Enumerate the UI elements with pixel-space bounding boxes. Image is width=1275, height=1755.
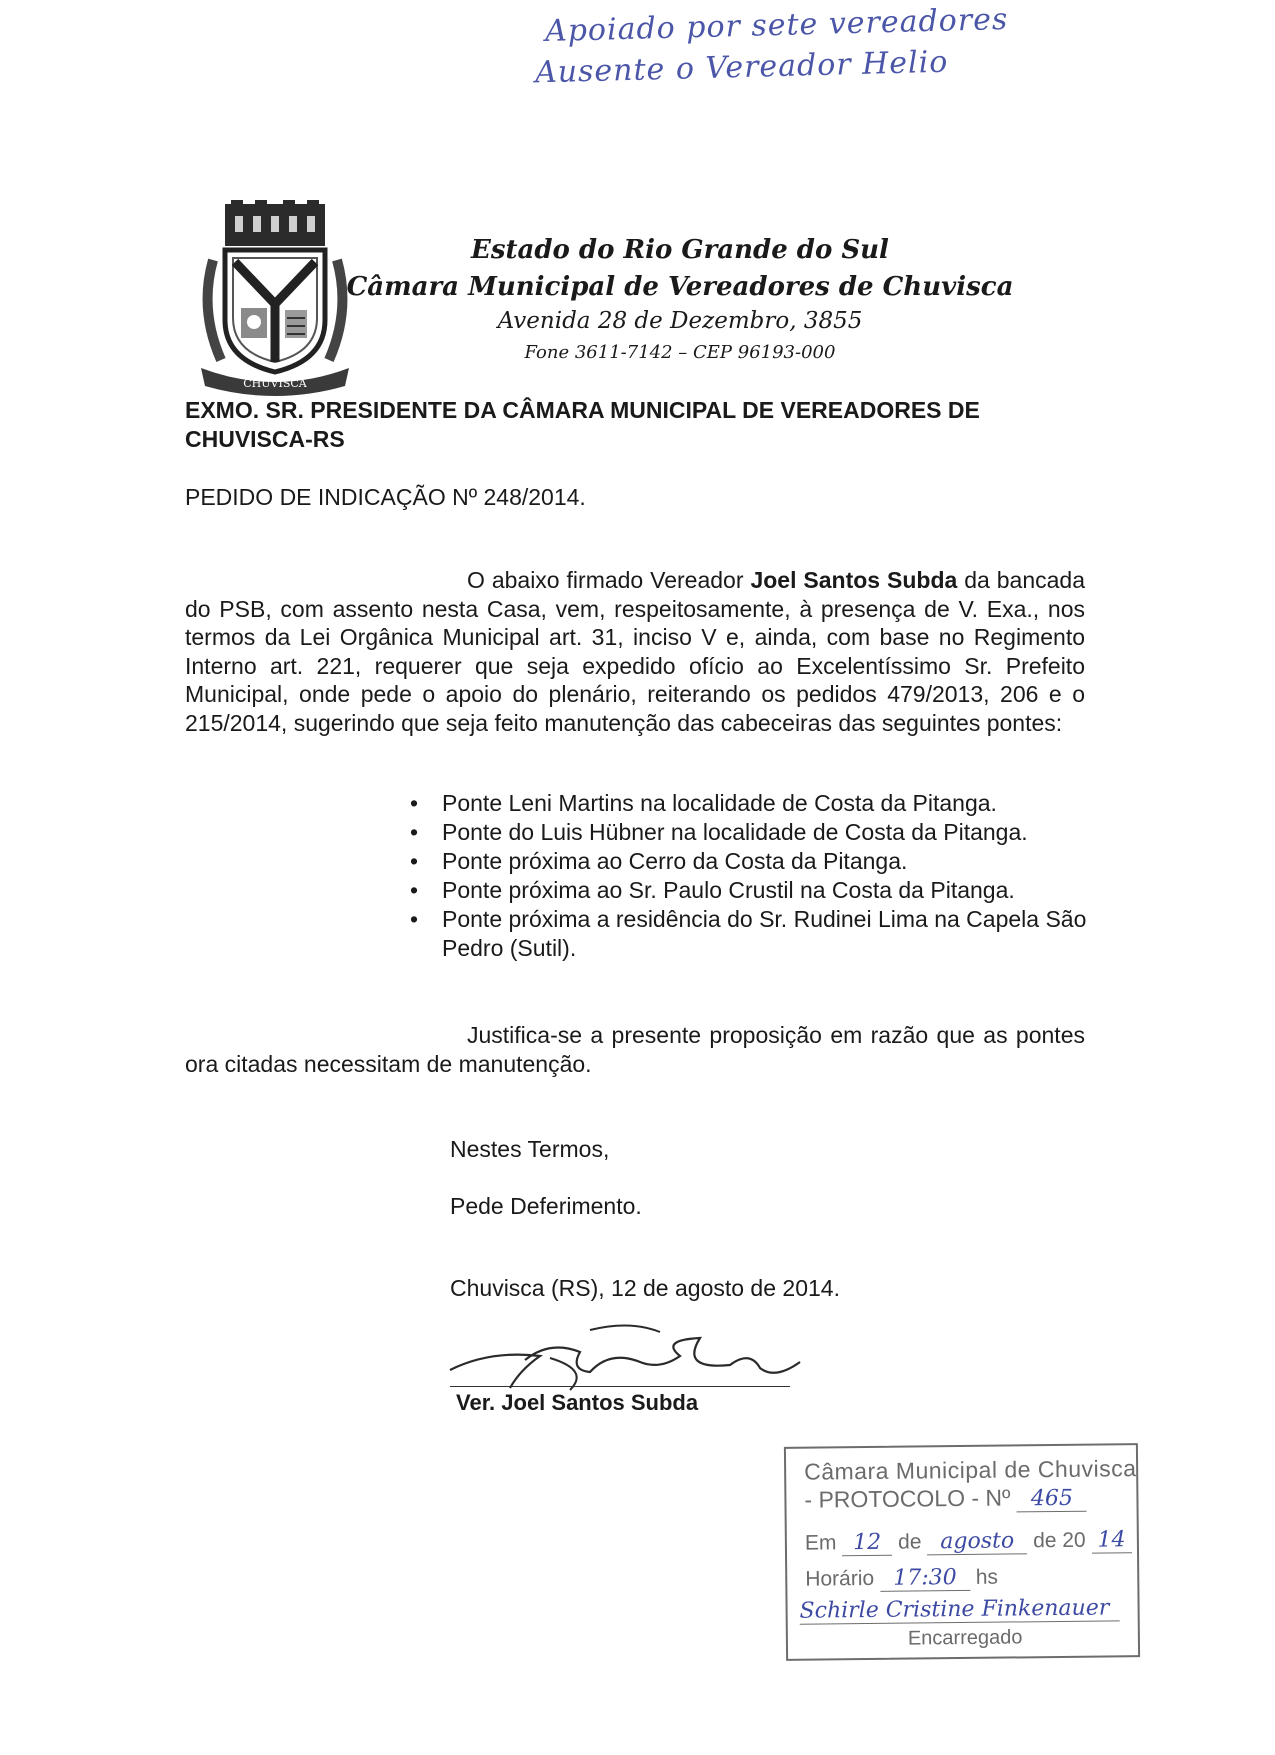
stamp-clerk-signature: Schirle Cristine Finkenauer — [799, 1595, 1119, 1624]
stamp-date-row — [805, 1527, 1132, 1556]
protocol-stamp — [784, 1443, 1140, 1661]
crest-banner-text: CHUVISCA — [243, 377, 307, 390]
list-item: • Ponte próxima ao Cerro da Costa da Pitanga. — [410, 847, 1090, 876]
stamp-protocol-label: - PROTOCOLO - Nº — [804, 1484, 1011, 1513]
councilor-name: Joel Santos Subda — [750, 567, 958, 593]
justification-paragraph — [185, 1021, 1085, 1078]
list-item: • Ponte Leni Martins na localidade de Costa da Pitanga. — [410, 789, 1090, 818]
closing-request: Pede Deferimento. — [450, 1193, 642, 1219]
bridges-list — [410, 789, 1090, 963]
stamp-em-label: Em — [804, 1531, 837, 1555]
stamp-protocol-number: 465 — [1017, 1486, 1087, 1513]
request-paragraph — [185, 566, 1085, 737]
addressee: EXMO. SR. PRESIDENTE DA CÂMARA MUNICIPAL DE VEREADORES DE CHUVISCA-RS — [185, 397, 980, 452]
stamp-time-row — [805, 1565, 998, 1593]
paragraph-intro: O abaixo firmado Vereador — [467, 567, 751, 593]
header-address: Avenida 28 de Dezembro, 3855 — [497, 308, 863, 334]
stamp-year: 14 — [1091, 1527, 1131, 1553]
stamp-title: Câmara Municipal de Chuvisca — [804, 1455, 1137, 1485]
stamp-hs-label: hs — [975, 1565, 999, 1589]
paragraph-body: da bancada do PSB, com assento nesta Casa, vem, respeitosamente, à presença de V. Exa., nos termos da Lei Orgânica Municipal art. 31, inciso V e, ainda, com base no Regimento Interno art. 221, requerer que seja expedido ofício ao Excelentíssimo Sr. Prefeito Municipal, onde pede o apoio do plenário, reiterando os pedidos 479/2013, 206 e o 215/2014, sugerindo que seja feito manutenção das cabeceiras das seguintes pontes: — [185, 567, 1085, 736]
stamp-time-label: Horário — [805, 1566, 875, 1591]
list-item: • Ponte próxima ao Sr. Paulo Crustil na Costa da Pitanga. — [410, 876, 1090, 905]
header-phone: Fone 3611-7142 – CEP 96193-000 — [524, 342, 836, 363]
closing-terms: Nestes Termos, — [450, 1136, 610, 1162]
stamp-de-label: de — [897, 1530, 922, 1554]
stamp-month: agosto — [927, 1528, 1027, 1555]
signature-line — [450, 1386, 790, 1387]
signatory-name: Ver. Joel Santos Subda — [456, 1390, 699, 1415]
handwritten-note-line-2: Ausente o Vereador Helio — [534, 44, 949, 91]
request-reference: PEDIDO DE INDICAÇÃO Nº 248/2014. — [185, 484, 586, 510]
stamp-time: 17:30 — [880, 1565, 970, 1592]
list-item: • Ponte do Luis Hübner na localidade de Costa da Pitanga. — [410, 818, 1090, 847]
stamp-year-label: de 20 — [1033, 1528, 1086, 1553]
header-chamber: Câmara Municipal de Vereadores de Chuvisca — [346, 272, 1014, 302]
justification-text: Justifica-se a presente proposição em razão que as pontes ora citadas necessitam de manutenção. — [185, 1022, 1085, 1077]
handwritten-note-line-1: Apoiado por sete vereadores — [544, 1, 1009, 50]
header-state: Estado do Rio Grande do Sul — [471, 235, 889, 265]
place-and-date: Chuvisca (RS), 12 de agosto de 2014. — [450, 1275, 840, 1301]
stamp-clerk-label: Encarregado — [907, 1626, 1023, 1650]
list-item: • Ponte próxima a residência do Sr. Rudinei Lima na Capela São Pedro (Sutil). — [410, 905, 1090, 963]
stamp-protocol-row — [804, 1484, 1087, 1515]
stamp-day: 12 — [842, 1530, 892, 1557]
